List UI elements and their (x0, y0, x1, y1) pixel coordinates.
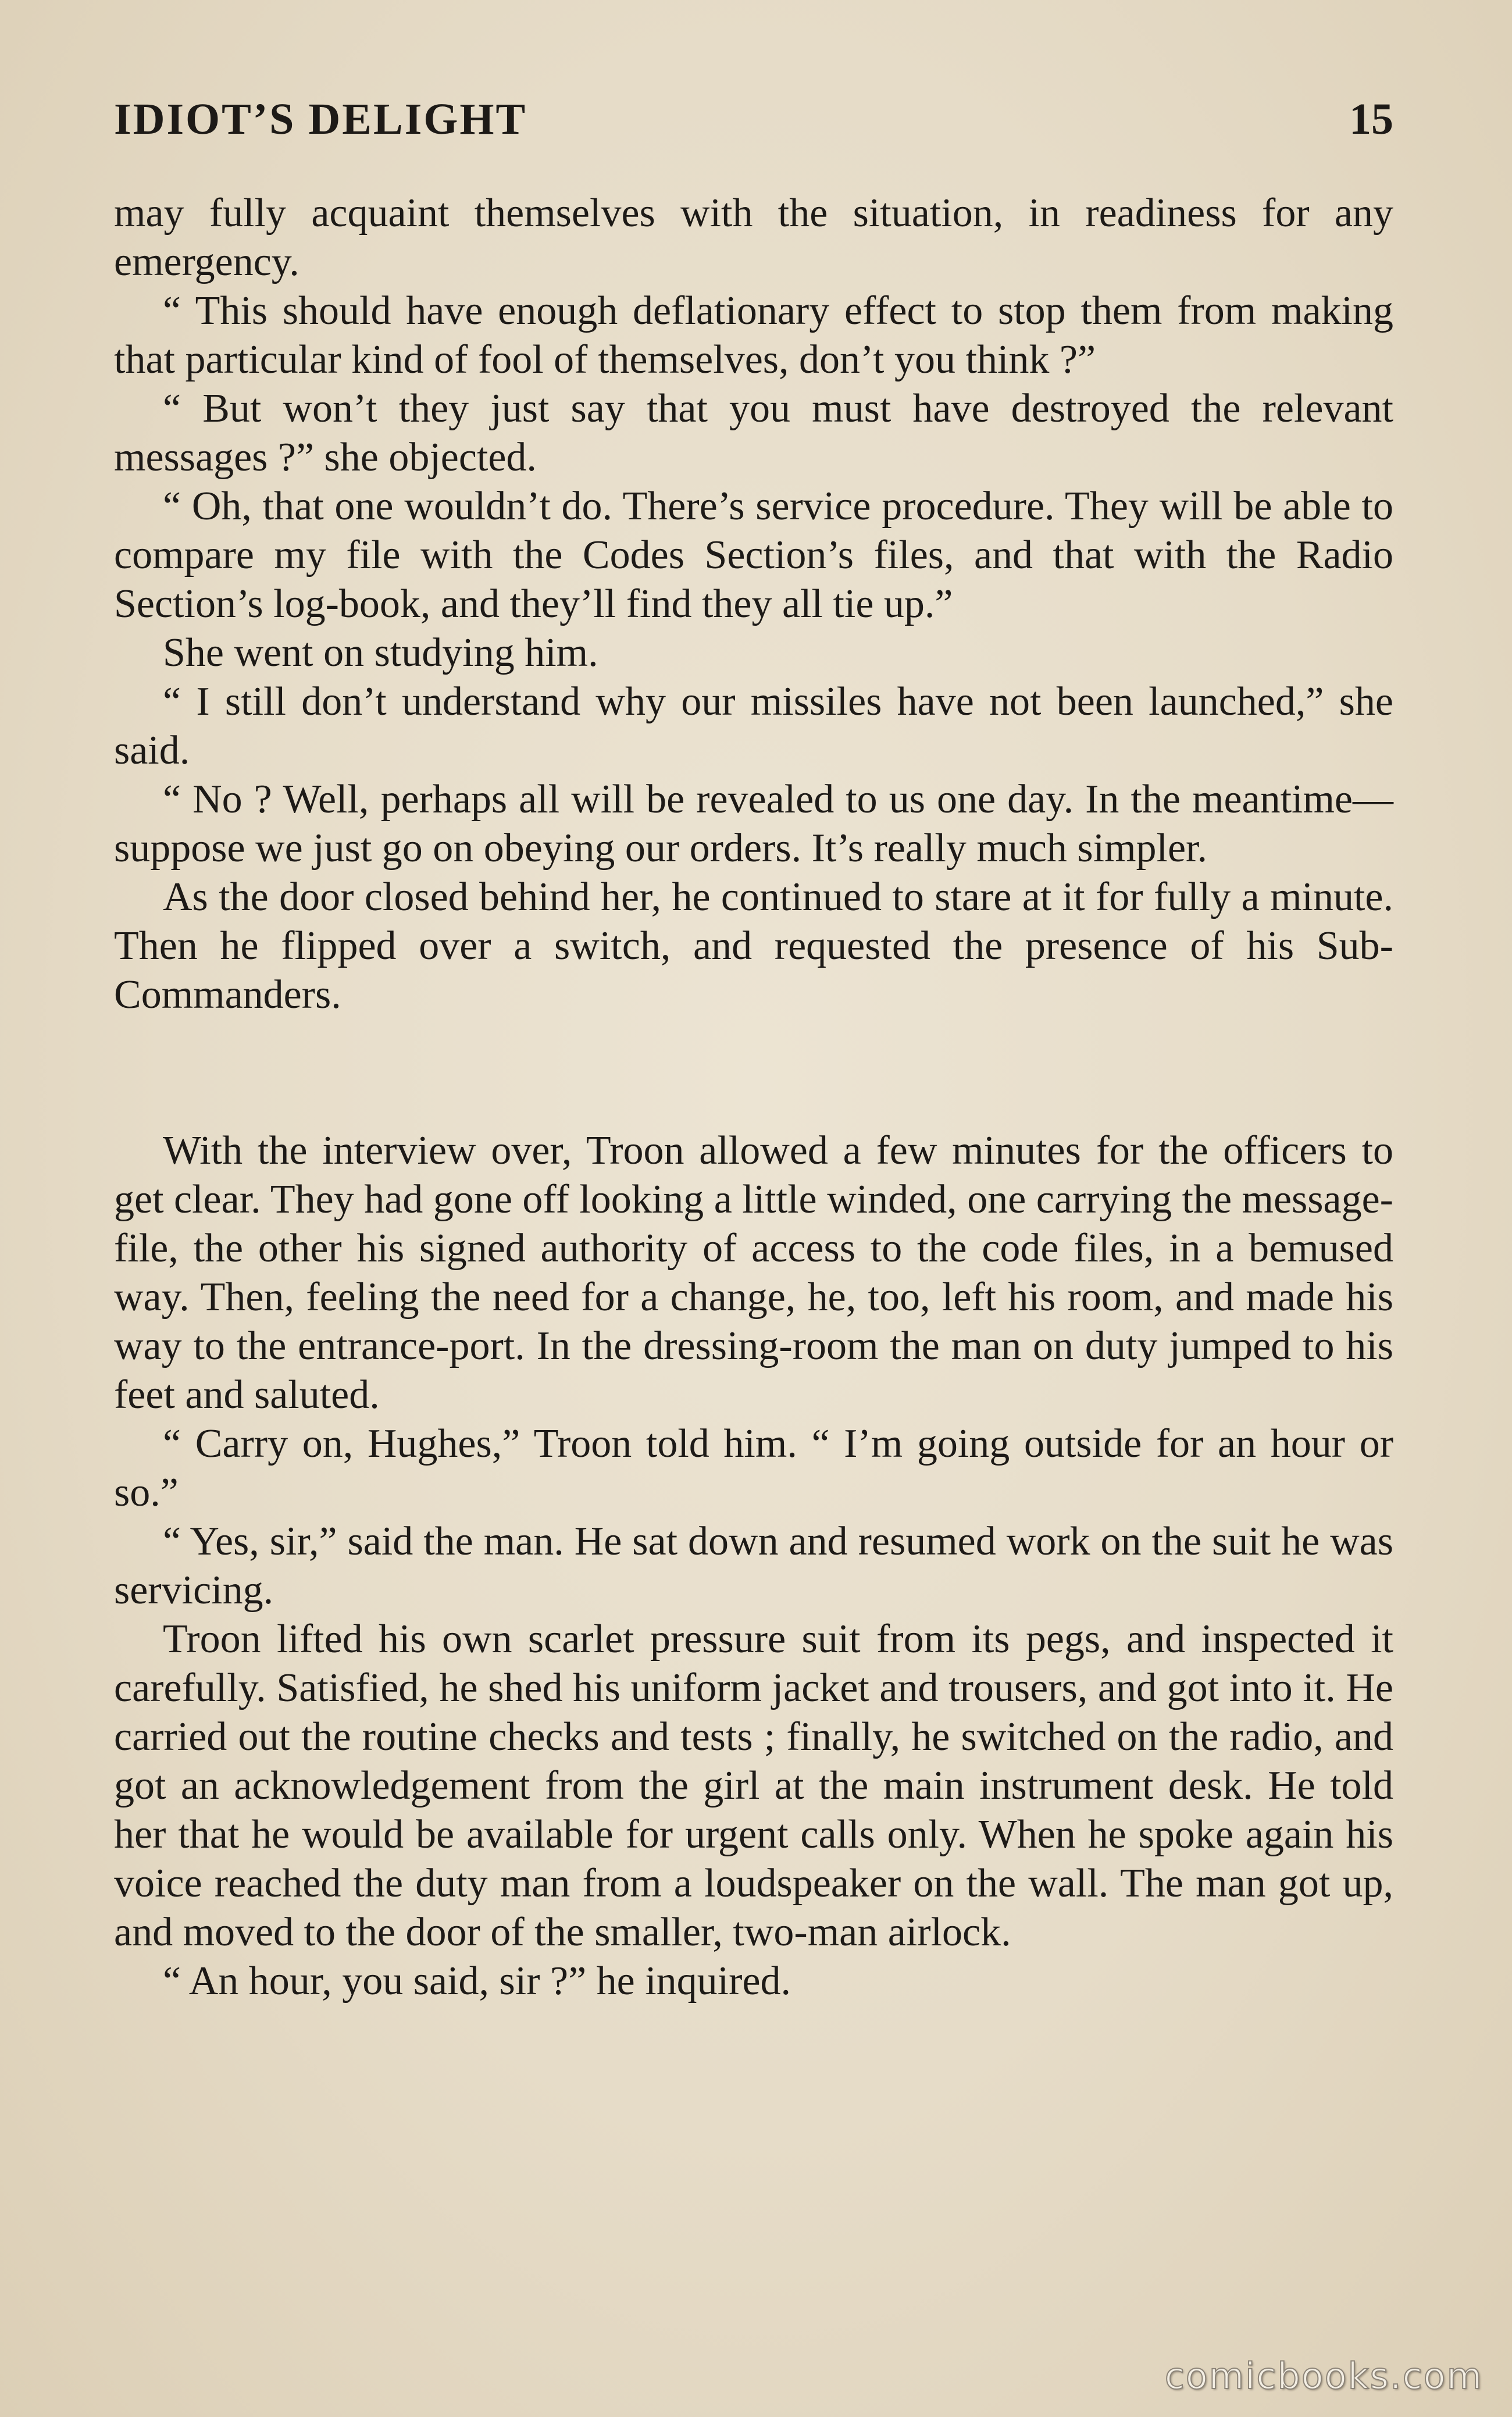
paragraph: “ Carry on, Hughes,” Troon told him. “ I’m going outside for an hour or so.” (114, 1421, 1393, 1515)
paragraph: “ This should have enough deflationary effect to stop them from making that particular kind of fool of themselves, don’t you think ?” (114, 288, 1393, 382)
paragraph: “ I still don’t understand why our missiles have not been launched,” she said. (114, 679, 1393, 773)
page-number: 15 (1349, 95, 1393, 144)
watermark: comicbooks.com (1164, 2355, 1483, 2397)
paragraph: “ An hour, you said, sir ?” he inquired. (163, 1959, 791, 2004)
body-text (114, 189, 1393, 2006)
paragraph: As the door closed behind her, he continued to stare at it for fully a minute. Then he flipped over a switch, and requested the presence of his Sub-Commanders. (114, 875, 1393, 1017)
running-head (114, 87, 1393, 157)
paragraph: She went on studying him. (163, 630, 598, 675)
paragraph: “ But won’t they just say that you must have destroyed the relevant messages ?” she objected. (114, 386, 1393, 480)
paragraph: With the interview over, Troon allowed a few minutes for the officers to get clear. They had gone off looking a little winded, one carrying the message-file, the other his signed authority of access to the code files, in a bemused way. Then, feeling the need for a change, he, too, left his room, and made his way to the entrance-port. In the dressing-room the man on duty jumped to his feet and saluted. (114, 1128, 1393, 1417)
paragraph: “ No ? Well, perhaps all will be revealed to us one day. In the meantime—suppose we just go on obeying our orders. It’s really much simpler. (114, 777, 1393, 871)
paragraph-continued: may fully acquaint themselves with the situation, in readiness for any emergency. (114, 191, 1393, 284)
paragraph: Troon lifted his own scarlet pressure suit from its pegs, and inspected it carefully. Satisfied, he shed his uniform jacket and trousers, and got into it. He carried out the routine checks and tests ; finally, he switched on the radio, and got an acknowledgement from the girl at the main instrument desk. He told her that he would be available for urgent calls only. When he spoke again his voice reached the duty man from a loudspeaker on the wall. The man got up, and moved to the door of the smaller, two-man airlock. (114, 1617, 1393, 1955)
paragraph: “ Yes, sir,” said the man. He sat down and resumed work on the suit he was servicing. (114, 1519, 1393, 1613)
paragraph: “ Oh, that one wouldn’t do. There’s service procedure. They will be able to compare my file with the Codes Section’s files, and that with the Radio Section’s log-book, and they’ll find they all tie up.” (114, 484, 1393, 626)
section-break (114, 1019, 1393, 1126)
running-title: IDIOT’S DELIGHT (114, 95, 527, 144)
